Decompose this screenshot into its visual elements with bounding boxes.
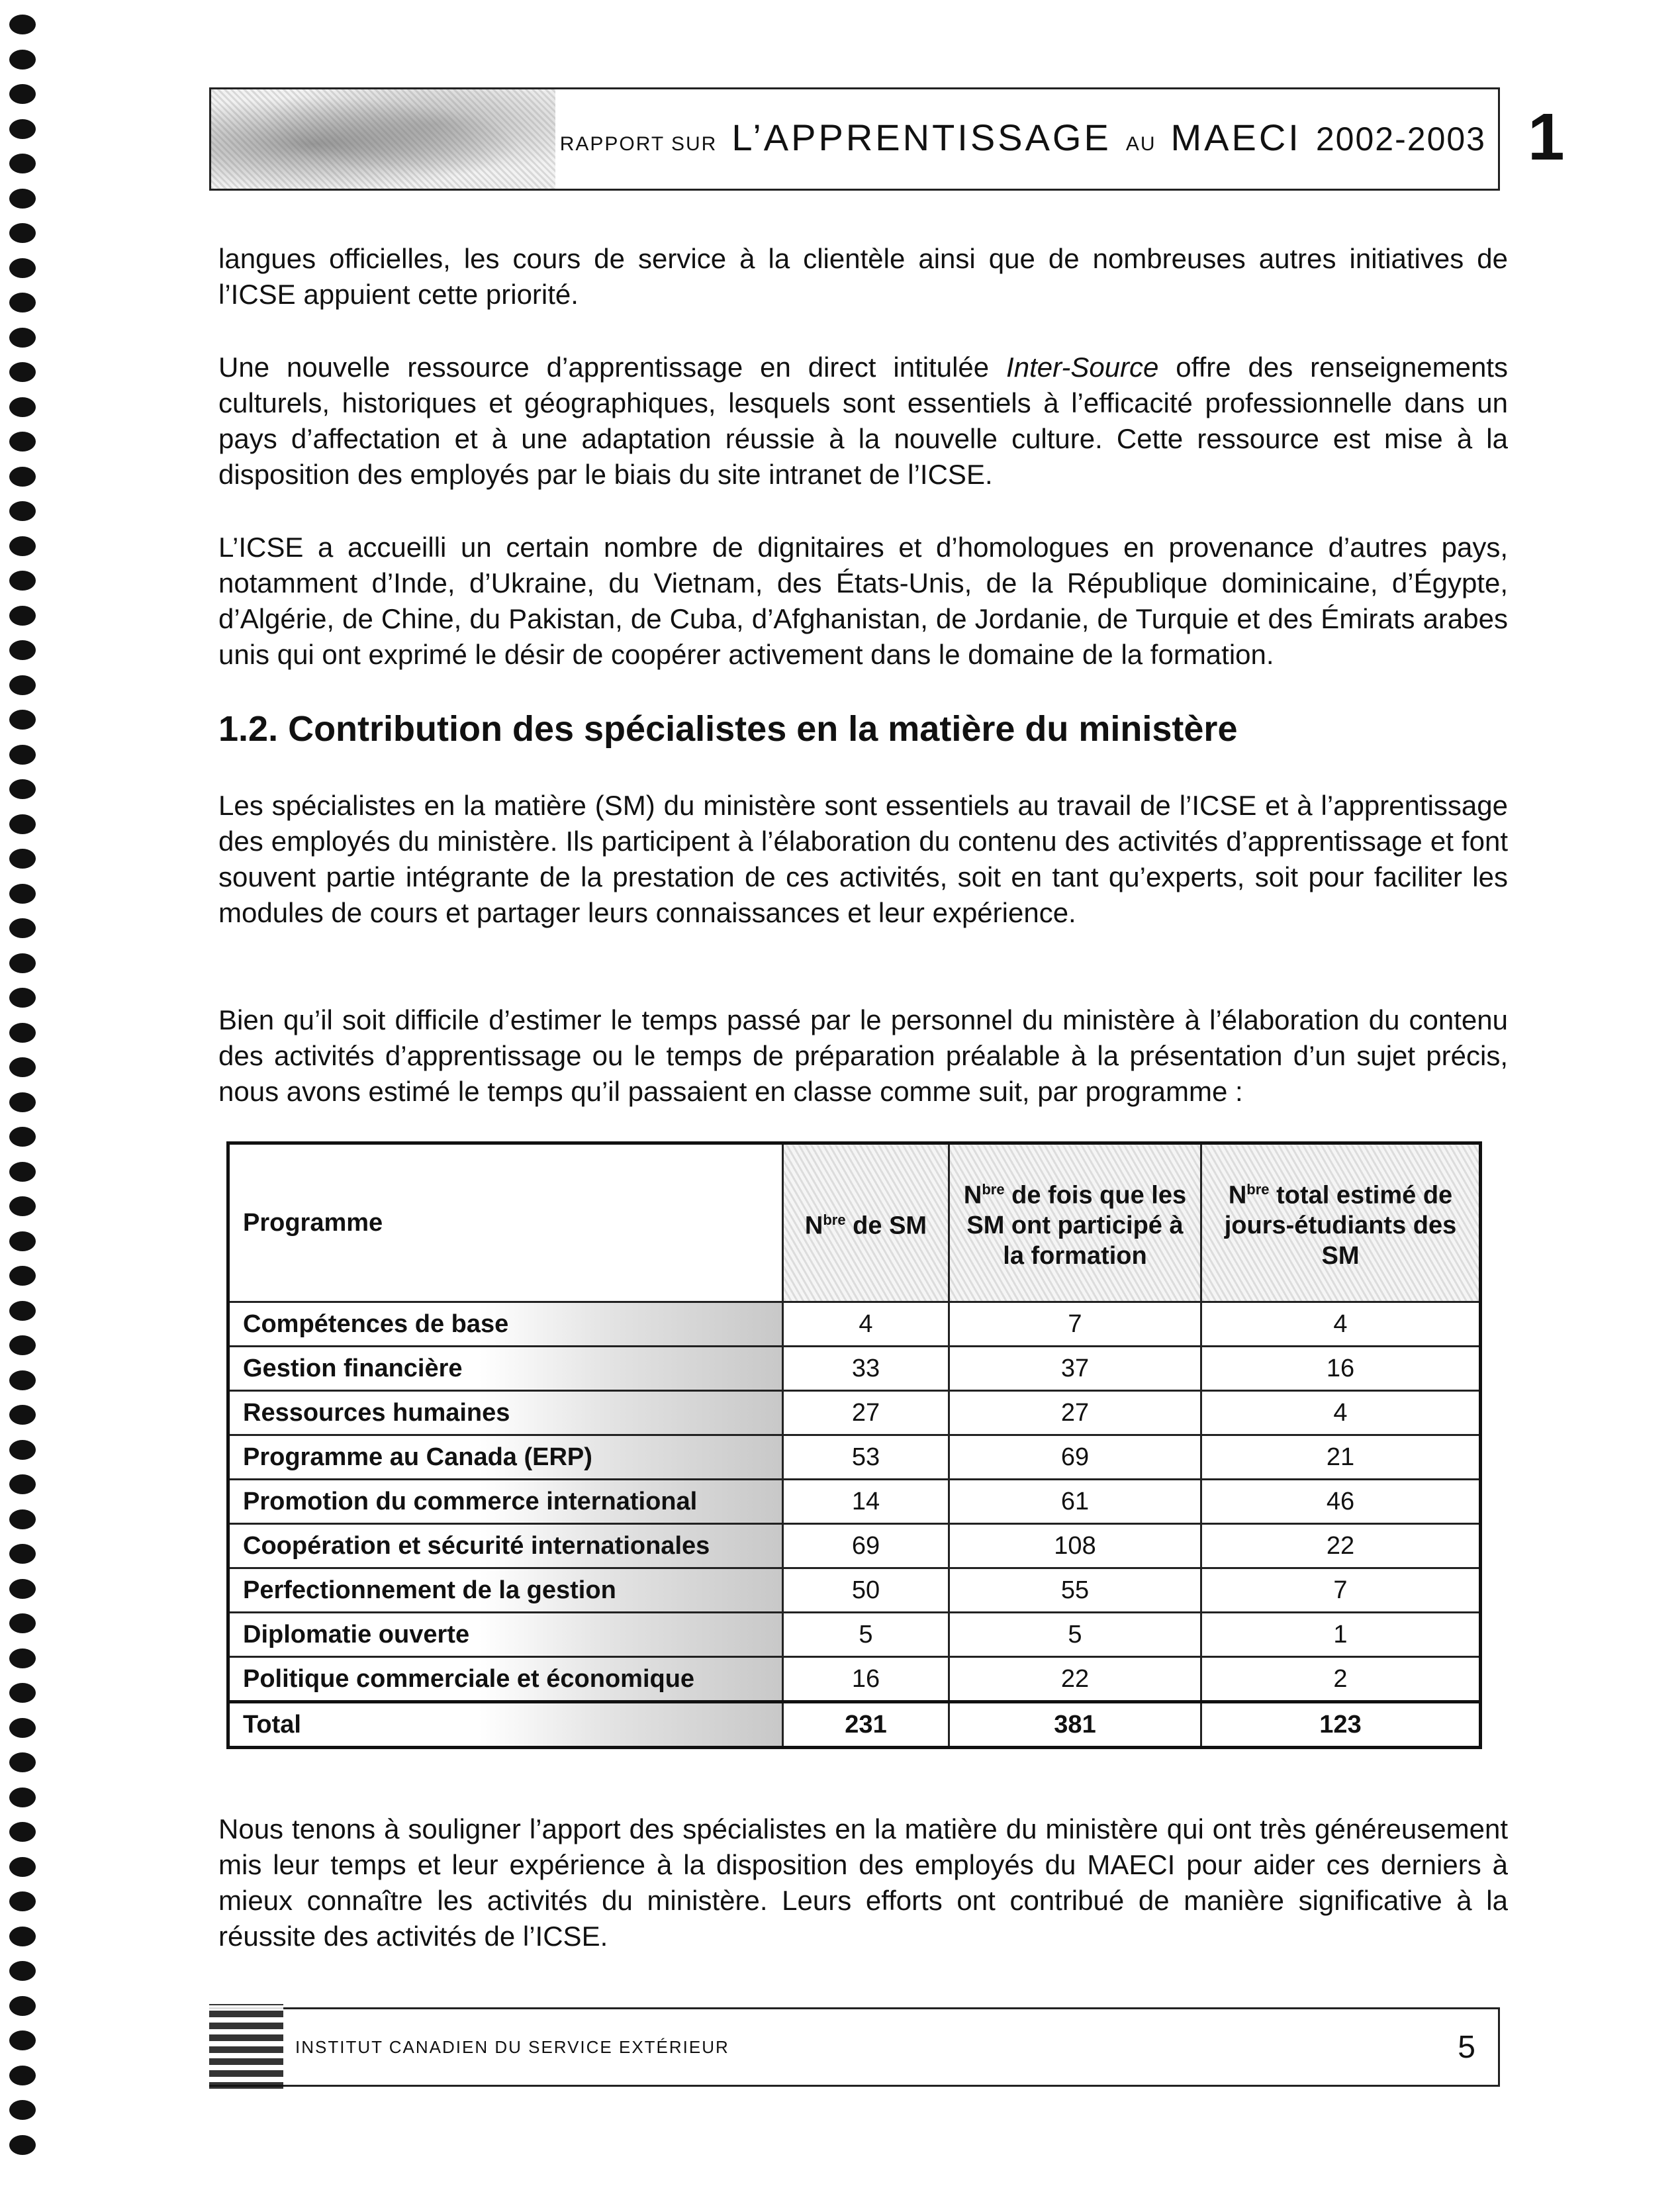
header-nbre-fois-n: N	[963, 1181, 982, 1210]
binder-hole	[9, 953, 36, 973]
binder-hole	[9, 1474, 36, 1494]
paragraph-1: langues officielles, les cours de service à la clientèle ainsi que de nombreuses autres initiatives de l’ICSE appuient cette priorité.	[218, 243, 1508, 310]
row-nbre-fois: 61	[949, 1480, 1201, 1524]
total-sm: 231	[783, 1702, 949, 1748]
binder-hole	[9, 779, 36, 799]
paragraph-2	[218, 350, 1508, 493]
binder-hole	[9, 1509, 36, 1529]
binder-hole	[9, 1544, 36, 1564]
header-nbre-jours-n: N	[1228, 1181, 1247, 1210]
binder-hole	[9, 1057, 36, 1077]
row-nbre-jours: 2	[1201, 1657, 1481, 1702]
binder-hole	[9, 84, 36, 104]
binder-hole	[9, 710, 36, 730]
binder-hole	[9, 918, 36, 938]
row-nbre-sm: 5	[783, 1613, 949, 1657]
header-title-mid: AU	[1125, 133, 1156, 155]
header-nbre-sm-sup: bre	[823, 1211, 846, 1228]
binder-hole	[9, 362, 36, 382]
footer-institute: INSTITUT CANADIEN DU SERVICE EXTÉRIEUR	[295, 2037, 729, 2057]
row-nbre-fois: 69	[949, 1435, 1201, 1480]
table-row	[228, 1524, 1481, 1568]
binder-hole	[9, 1822, 36, 1842]
header-nbre-fois-rest: de fois que les SM ont participé à la formation	[966, 1181, 1187, 1270]
table-row	[228, 1480, 1481, 1524]
header-nbre-sm-n: N	[804, 1212, 823, 1240]
binder-hole	[9, 571, 36, 591]
row-nbre-jours: 4	[1201, 1391, 1481, 1435]
binder-hole	[9, 1440, 36, 1460]
paragraph-6: Nous tenons à souligner l’apport des spécialistes en la matière du ministère qui ont très généreusement mis leur temps et leur expérience à la disposition des employés du MAECI pour aider ces derniers à mieux connaître les activités du ministère. Leurs efforts ont contribué de manière significative à la réussite des activités de l’ICSE.	[218, 1813, 1508, 1952]
binder-hole	[9, 258, 36, 278]
binder-hole	[9, 1196, 36, 1216]
row-nbre-fois: 27	[949, 1391, 1201, 1435]
paragraph-4: Les spécialistes en la matière (SM) du ministère sont essentiels au travail de l’ICSE et à l’apprentissage des employés du ministère. Ils participent à l’élaboration du contenu des activités d’apprentissage et font souvent partie intégrante de la prestation de ces activités, soit en tant qu’experts, soit pour faciliter les modules de cours et partager leurs connaissances et leur expérience.	[218, 790, 1508, 928]
binder-hole	[9, 15, 36, 34]
binder-hole	[9, 1266, 36, 1286]
binder-hole	[9, 640, 36, 660]
header-title-years: 2002-2003	[1315, 120, 1486, 158]
binder-hole	[9, 2100, 36, 2120]
binder-hole	[9, 397, 36, 417]
page-footer	[209, 2007, 1500, 2087]
row-nbre-sm: 33	[783, 1347, 949, 1391]
row-nbre-fois: 7	[949, 1302, 1201, 1347]
binder-hole	[9, 745, 36, 765]
binder-hole	[9, 2066, 36, 2085]
binder-hole	[9, 606, 36, 626]
table-row	[228, 1657, 1481, 1702]
row-nbre-jours: 46	[1201, 1480, 1481, 1524]
binder-hole	[9, 1092, 36, 1112]
row-nbre-sm: 16	[783, 1657, 949, 1702]
header-title-org: MAECI	[1170, 117, 1301, 158]
binder-hole	[9, 1752, 36, 1772]
binder-hole	[9, 2135, 36, 2155]
table-row	[228, 1568, 1481, 1613]
row-nbre-jours: 21	[1201, 1435, 1481, 1480]
header-nbre-jours-sup: bre	[1246, 1180, 1270, 1198]
icse-logo	[209, 2004, 283, 2089]
row-programme-name: Politique commerciale et économique	[228, 1657, 783, 1702]
binder-hole	[9, 223, 36, 243]
sm-table-container	[226, 1141, 1482, 1749]
row-nbre-jours: 22	[1201, 1524, 1481, 1568]
header-nbre-sm-rest: de SM	[845, 1212, 927, 1240]
header-title-main: L’APPRENTISSAGE	[731, 117, 1111, 158]
binder-hole	[9, 2030, 36, 2050]
binder-hole	[9, 501, 36, 521]
binder-hole	[9, 1023, 36, 1043]
row-nbre-fois: 37	[949, 1347, 1201, 1391]
binder-hole	[9, 1127, 36, 1147]
header-programme: Programme	[228, 1143, 783, 1302]
binder-hole	[9, 1788, 36, 1807]
row-programme-name: Programme au Canada (ERP)	[228, 1435, 783, 1480]
table-row	[228, 1302, 1481, 1347]
binder-hole	[9, 1683, 36, 1703]
paragraph-3: L’ICSE a accueilli un certain nombre de dignitaires et d’homologues en provenance d’autres pays, notamment d’Inde, d’Ukraine, du Vietnam, des États-Unis, de la République dominicaine, d’Égypte, d’Algérie, de Chine, du Pakistan, de Cuba, d’Afghanistan, de Jordanie, de Turquie et des Émirats arabes unis qui ont exprimé le désir de coopérer activement dans le domaine de la formation.	[218, 532, 1508, 670]
binder-hole	[9, 1857, 36, 1877]
inter-source-title: Inter-Source	[1006, 352, 1159, 383]
paragraph-2-start: Une nouvelle ressource d’apprentissage en direct intitulée	[218, 352, 1007, 383]
page-number: 5	[1458, 2030, 1475, 2065]
header-artwork	[211, 89, 555, 189]
table-total-row	[228, 1702, 1481, 1748]
binder-hole	[9, 432, 36, 452]
paragraph-2-end: offre des renseignements culturels, historiques et géographiques, lesquels sont essentiels à l’efficacité professionnelle dans un pays d’affectation et à une adaptation réussie à la nouvelle culture. Cette ressource est mise à la disposition des employés par le biais du site intranet de l’ICSE.	[218, 352, 1508, 490]
row-programme-name: Perfectionnement de la gestion	[228, 1568, 783, 1613]
row-nbre-fois: 55	[949, 1568, 1201, 1613]
paragraph-5: Bien qu’il soit difficile d’estimer le temps passé par le personnel du ministère à l’élaboration du contenu des activités d’apprentissage ou le temps de préparation préalable à la présentation d’un sujet précis, nous avons estimé le temps qu’il passaient en classe comme suit, par programme :	[218, 1004, 1508, 1107]
row-nbre-sm: 50	[783, 1568, 949, 1613]
row-programme-name: Diplomatie ouverte	[228, 1613, 783, 1657]
section-heading: 1.2. Contribution des spécialistes en la matière du ministère	[218, 709, 1238, 749]
binder-hole	[9, 988, 36, 1008]
table-row	[228, 1613, 1481, 1657]
binder-hole	[9, 1405, 36, 1425]
row-programme-name: Compétences de base	[228, 1302, 783, 1347]
row-nbre-jours: 1	[1201, 1613, 1481, 1657]
binder-hole	[9, 1579, 36, 1599]
header-title-prefix: RAPPORT SUR	[559, 133, 718, 155]
row-nbre-jours: 4	[1201, 1302, 1481, 1347]
binder-hole	[9, 1370, 36, 1390]
header-nbre-jours	[1201, 1143, 1481, 1302]
binder-hole	[9, 1613, 36, 1633]
binder-hole	[9, 189, 36, 209]
row-nbre-sm: 27	[783, 1391, 949, 1435]
row-programme-name: Ressources humaines	[228, 1391, 783, 1435]
binder-hole	[9, 1961, 36, 1981]
table-header-row	[228, 1143, 1481, 1302]
binder-hole	[9, 293, 36, 312]
binder-hole	[9, 1891, 36, 1911]
row-programme-name: Promotion du commerce international	[228, 1480, 783, 1524]
table-row	[228, 1435, 1481, 1480]
chapter-number: 1	[1528, 100, 1565, 174]
table-row	[228, 1391, 1481, 1435]
total-fois: 381	[949, 1702, 1201, 1748]
binder-hole	[9, 1231, 36, 1251]
binder-hole	[9, 50, 36, 70]
header-title	[560, 116, 1486, 159]
row-nbre-sm: 14	[783, 1480, 949, 1524]
binder-hole	[9, 814, 36, 834]
binder-hole	[9, 1162, 36, 1182]
binder-hole	[9, 1927, 36, 1946]
row-nbre-fois: 5	[949, 1613, 1201, 1657]
header-nbre-sm	[783, 1143, 949, 1302]
total-label: Total	[228, 1702, 783, 1748]
binder-hole	[9, 884, 36, 904]
binder-hole	[9, 675, 36, 695]
header-nbre-fois	[949, 1143, 1201, 1302]
header-nbre-jours-rest: total estimé de jours-étudiants des SM	[1224, 1181, 1457, 1270]
binder-hole	[9, 1718, 36, 1738]
table-row	[228, 1347, 1481, 1391]
binder-hole	[9, 154, 36, 173]
row-nbre-sm: 4	[783, 1302, 949, 1347]
binder-hole	[9, 467, 36, 487]
binder-hole	[9, 1648, 36, 1668]
sm-table	[226, 1141, 1482, 1749]
row-programme-name: Coopération et sécurité internationales	[228, 1524, 783, 1568]
row-nbre-fois: 22	[949, 1657, 1201, 1702]
row-nbre-fois: 108	[949, 1524, 1201, 1568]
binder-hole	[9, 119, 36, 139]
binder-hole	[9, 849, 36, 869]
binder-hole	[9, 1301, 36, 1321]
row-programme-name: Gestion financière	[228, 1347, 783, 1391]
row-nbre-jours: 16	[1201, 1347, 1481, 1391]
row-nbre-sm: 69	[783, 1524, 949, 1568]
header-nbre-fois-sup: bre	[982, 1180, 1005, 1198]
binder-hole	[9, 328, 36, 348]
binder-hole	[9, 1996, 36, 2016]
page-header	[209, 87, 1500, 191]
row-nbre-sm: 53	[783, 1435, 949, 1480]
binder-hole	[9, 536, 36, 556]
binder-holes	[9, 15, 38, 2179]
total-jours: 123	[1201, 1702, 1481, 1748]
row-nbre-jours: 7	[1201, 1568, 1481, 1613]
binder-hole	[9, 1335, 36, 1355]
